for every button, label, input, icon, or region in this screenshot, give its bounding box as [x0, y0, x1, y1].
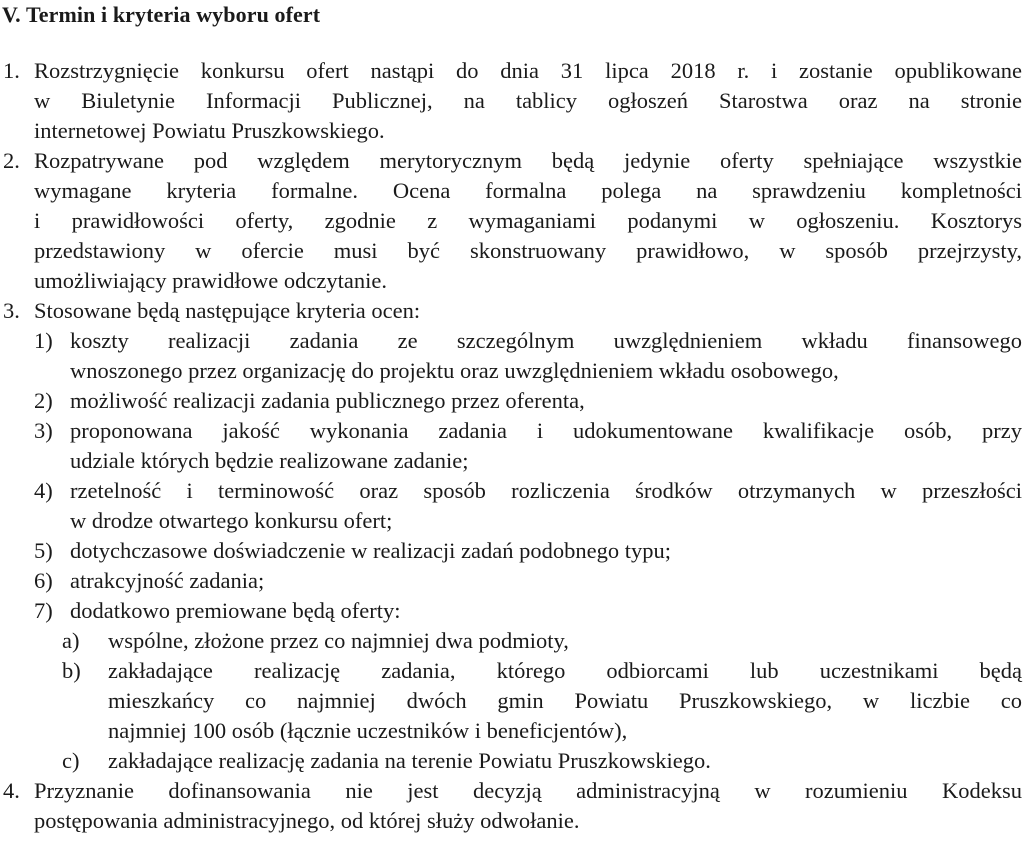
criterion-line: atrakcyjność zadania;: [70, 568, 265, 593]
list-item: [0, 146, 1022, 296]
item-line: Przyznanie dofinansowania nie jest decyzją administracyjną w rozumieniu Kodeksu: [34, 778, 1022, 803]
list-item: [0, 56, 1022, 146]
criterion-number: 1): [34, 328, 53, 353]
criterion-item: [0, 566, 1022, 596]
criterion-line: możliwość realizacji zadania publicznego przez oferenta,: [70, 388, 585, 413]
item-line: przedstawiony w ofercie musi być skonstruowany prawidłowo, w sposób przejrzysty,: [34, 238, 1022, 263]
bonus-letter: a): [62, 628, 80, 653]
criterion-number: 2): [34, 388, 53, 413]
criterion-number: 6): [34, 568, 53, 593]
item-number: 1.: [3, 58, 20, 83]
list-item: [0, 776, 1022, 836]
bonus-line: zakładające realizację zadania na terenie Powiatu Pruszkowskiego.: [108, 748, 711, 773]
criterion-line: w drodze otwartego konkursu ofert;: [70, 508, 393, 533]
criteria-list: [0, 56, 1022, 836]
bonus-line: wspólne, złożone przez co najmniej dwa podmioty,: [108, 628, 569, 653]
bonus-item: [0, 656, 1022, 746]
criterion-number: 3): [34, 418, 53, 443]
criterion-line: dotychczasowe doświadczenie w realizacji zadań podobnego typu;: [70, 538, 672, 563]
criterion-line: wnoszonego przez organizację do projektu oraz uwzględnieniem wkładu osobowego,: [70, 358, 839, 383]
criterion-item: [0, 416, 1022, 476]
item-number: 2.: [3, 148, 20, 173]
item-number: 3.: [3, 298, 20, 323]
item-line: umożliwiający prawidłowe odczytanie.: [34, 268, 387, 293]
item-line: Stosowane będą następujące kryteria ocen:: [34, 298, 421, 323]
item-number: 4.: [3, 778, 20, 803]
criterion-number: 7): [34, 598, 53, 623]
criterion-line: koszty realizacji zadania ze szczególnym uwzględnieniem wkładu finansowego: [70, 328, 1022, 353]
item-line: Rozstrzygnięcie konkursu ofert nastąpi do dnia 31 lipca 2018 r. i zostanie opublikowane: [34, 58, 1022, 83]
criterion-line: udziale których będzie realizowane zadanie;: [70, 448, 469, 473]
criterion-item: [0, 536, 1022, 566]
bonus-line: mieszkańcy co najmniej dwóch gmin Powiatu Pruszkowskiego, w liczbie co: [108, 688, 1022, 713]
criterion-number: 5): [34, 538, 53, 563]
bonus-letter: b): [62, 658, 81, 683]
criterion-item: [0, 386, 1022, 416]
bonus-item: [0, 626, 1022, 656]
criterion-number: 4): [34, 478, 53, 503]
criterion-line: rzetelność i terminowość oraz sposób rozliczenia środków otrzymanych w przeszłości: [70, 478, 1022, 503]
bonus-line: zakładające realizację zadania, którego odbiorcami lub uczestnikami będą: [108, 658, 1022, 683]
section-heading: V. Termin i kryteria wyboru ofert: [2, 2, 321, 27]
criterion-item: [0, 476, 1022, 536]
item-line: Rozpatrywane pod względem merytorycznym będą jedynie oferty spełniające wszystkie: [34, 148, 1022, 173]
item-line: postępowania administracyjnego, od której służy odwołanie.: [34, 808, 580, 833]
bonus-letter: c): [62, 748, 80, 773]
item-line: internetowej Powiatu Pruszkowskiego.: [34, 118, 385, 143]
item-line: i prawidłowości oferty, zgodnie z wymaganiami podanymi w ogłoszeniu. Kosztorys: [34, 208, 1022, 233]
bonus-line: najmniej 100 osób (łącznie uczestników i beneficjentów),: [108, 718, 628, 743]
criterion-line: proponowana jakość wykonania zadania i udokumentowane kwalifikacje osób, przy: [70, 418, 1022, 443]
criterion-item: [0, 326, 1022, 386]
bonus-item: [0, 746, 1022, 776]
criterion-line: dodatkowo premiowane będą oferty:: [70, 598, 401, 623]
list-item: [0, 296, 1022, 326]
item-line: w Biuletynie Informacji Publicznej, na tablicy ogłoszeń Starostwa oraz na stronie: [34, 88, 1022, 113]
criterion-item: [0, 596, 1022, 626]
item-line: wymagane kryteria formalne. Ocena formalna polega na sprawdzeniu kompletności: [34, 178, 1022, 203]
